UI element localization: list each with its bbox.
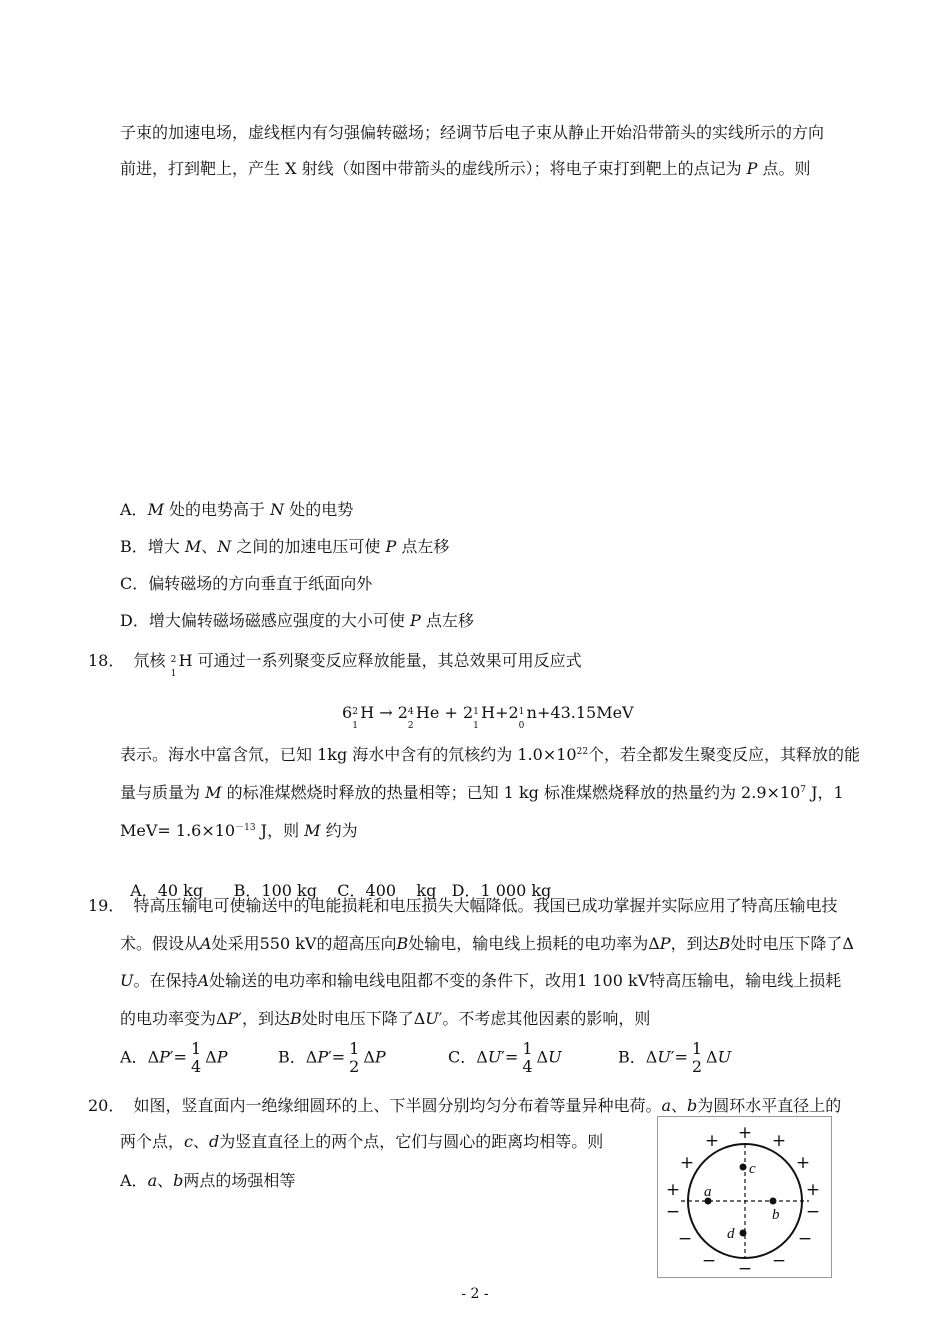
stem-text: ′，到达: [238, 1009, 290, 1028]
delta: Δ: [205, 1047, 217, 1067]
point-d: [740, 1230, 747, 1237]
option-label: B．: [618, 1047, 646, 1067]
var-P: P: [227, 1009, 239, 1028]
intro-text-1: 子束的加速电场，虚线框内有匀强偏转磁场；经调节后电子束从静止开始沿带箭头的实线所示的方向: [120, 123, 825, 142]
option-text: 点左移: [425, 611, 474, 630]
plus-sign: +: [805, 1180, 821, 1200]
q20-line-1: [88, 1095, 841, 1117]
stem-text: 处时电压下降了Δ: [730, 934, 854, 953]
var-M: M: [205, 783, 222, 802]
plus: +: [444, 703, 458, 722]
stem-text: 表示。海水中富含氘，已知 1kg 海水中含有的氘核约为 1.0×10: [120, 745, 577, 764]
plus-sign: +: [737, 1123, 753, 1143]
var-b: b: [173, 1171, 184, 1190]
q18-line-3: [120, 820, 358, 845]
stem-text: 两个点，: [120, 1132, 185, 1151]
q19-line-2: [120, 933, 854, 955]
minus-sign: −: [797, 1229, 813, 1249]
var: U: [717, 1047, 732, 1067]
nuclide-n: [518, 703, 527, 731]
var: P: [374, 1047, 386, 1067]
option-text: 点左移: [401, 537, 450, 556]
fraction: [349, 1040, 359, 1076]
delta: Δ: [363, 1047, 375, 1067]
label-a: a: [704, 1184, 712, 1200]
stem-text: 、: [671, 1096, 688, 1115]
energy: +43.15MeV: [536, 703, 634, 722]
plus-coef: +2: [495, 703, 519, 722]
atomic-number: 1: [352, 720, 358, 731]
element-symbol: H: [178, 651, 193, 670]
delta: Δ: [645, 1047, 658, 1067]
var-B: B: [396, 934, 409, 953]
option-label: A．: [120, 500, 148, 519]
stem-text: 处输送的电功率和输电线电阻都不变的条件下，改用1 100 kV特高压输电，输电线上损耗: [209, 971, 842, 990]
option-text: 、: [201, 537, 218, 556]
option-label: C．: [120, 574, 149, 593]
charged-ring-figure: [657, 1116, 832, 1278]
var: U: [657, 1047, 671, 1067]
atomic-number: 1: [170, 668, 177, 679]
question-number: 20．: [88, 1096, 125, 1115]
var: U: [487, 1047, 502, 1067]
var: U: [548, 1047, 562, 1067]
nuclide-h: [352, 703, 360, 731]
option-label: A．: [120, 1047, 148, 1067]
numerator: 1: [522, 1039, 533, 1058]
delta: Δ: [706, 1047, 718, 1067]
stem-text: 的电功率变为Δ: [120, 1009, 228, 1028]
stem-text: 个，若全都发生聚变反应，其释放的能: [588, 745, 861, 764]
var-A: A: [200, 934, 212, 953]
stem-text: 特高压输电可使输送中的电能损耗和电压损失大幅降低。我国已成功掌握并实际应用了特高压输电技: [133, 896, 838, 915]
stem-text: 处采用550 kV的超高压向: [211, 934, 397, 953]
question-number: 19．: [88, 896, 125, 915]
var-N: N: [270, 500, 285, 519]
option-label: D．: [120, 611, 149, 630]
option-label: B．: [278, 1047, 306, 1067]
q17-option-c: [120, 571, 372, 594]
denominator: 4: [190, 1057, 202, 1076]
q19-line-1: [88, 895, 837, 917]
var: P: [317, 1047, 329, 1067]
q19-option-a: [120, 1040, 227, 1076]
q18-stem: [88, 650, 582, 679]
intro-line-1: [120, 122, 824, 144]
q18-line-1: [120, 744, 860, 769]
option-label: B．: [120, 537, 148, 556]
stem-text: 约为: [325, 821, 358, 840]
var-M: M: [147, 500, 164, 519]
mass-number: 2: [352, 706, 358, 717]
stem-text: 如图，竖直面内一绝缘细圆环的上、下半圆分别均匀分布着等量异种电荷。: [133, 1096, 662, 1115]
options-text: A．40 kg B．100 kg C．400 kg D．1 000 kg: [130, 881, 552, 900]
plus-sign: +: [795, 1153, 811, 1173]
minus-sign: −: [771, 1251, 787, 1271]
mass-number: 1: [518, 706, 525, 717]
element-symbol: n: [526, 703, 537, 722]
var: P: [159, 1047, 170, 1067]
var-U: U: [425, 1009, 439, 1028]
var: P: [216, 1047, 228, 1067]
q19-option-d: [618, 1040, 731, 1076]
plus-sign: +: [771, 1131, 787, 1151]
minus-sign: −: [737, 1259, 753, 1278]
var-a: a: [661, 1096, 672, 1115]
point-b: [770, 1198, 777, 1205]
q20-line-2: [120, 1131, 603, 1153]
exponent: 7: [800, 785, 807, 795]
stem-text: 、: [192, 1132, 209, 1151]
equals: ′=: [169, 1047, 187, 1067]
q19-option-b: [278, 1040, 386, 1076]
var-M: M: [184, 537, 202, 556]
mass-number: 2: [170, 654, 177, 665]
q17-option-d: [120, 608, 474, 631]
stem-text: J，则: [260, 821, 300, 840]
minus-sign: −: [677, 1229, 693, 1249]
var-N: N: [217, 537, 232, 556]
equals: ′=: [501, 1047, 519, 1067]
var-M: M: [304, 821, 321, 840]
stem-text: 。在保持: [133, 971, 198, 990]
plus-sign: +: [679, 1153, 695, 1173]
option-label: A．: [120, 1171, 148, 1190]
option-text: 处的电势: [289, 500, 354, 519]
intro-text-2c: 点。则: [762, 159, 811, 178]
nuclide-h1: [473, 703, 481, 731]
equals: ′=: [670, 1047, 688, 1067]
var-U: U: [120, 971, 134, 990]
coef: 2: [462, 703, 474, 722]
numerator: 1: [190, 1039, 202, 1058]
var-P: P: [409, 611, 421, 630]
stem-text: ′。不考虑其他因素的影响，则: [438, 1009, 651, 1028]
var-A: A: [197, 971, 210, 990]
plus-sign: +: [665, 1180, 681, 1200]
var-B: B: [718, 934, 731, 953]
var-B: B: [289, 1009, 302, 1028]
reaction-arrow: →: [379, 703, 393, 722]
delta: Δ: [147, 1047, 160, 1067]
element-symbol: H: [360, 703, 375, 722]
var-b: b: [687, 1096, 698, 1115]
stem-text: 氘核: [133, 651, 166, 670]
denominator: 4: [522, 1057, 533, 1076]
stem-text: 术。假设从: [120, 934, 201, 953]
var-P: P: [385, 537, 397, 556]
atomic-number: 2: [407, 720, 414, 731]
var-c: c: [184, 1132, 193, 1151]
minus-sign: −: [805, 1202, 821, 1222]
nuclide-he: [407, 703, 416, 731]
atomic-number: 0: [518, 720, 525, 731]
q18-equation: [342, 702, 634, 731]
denominator: 2: [349, 1057, 360, 1076]
coef: 6: [342, 703, 353, 722]
label-c: c: [749, 1161, 756, 1177]
exponent: －13: [235, 823, 256, 833]
option-text: 增大: [147, 537, 180, 556]
stem-text: ，到达: [670, 934, 719, 953]
delta: Δ: [305, 1047, 318, 1067]
label-d: d: [727, 1226, 735, 1242]
intro-text-2a: 前进，打到靶上，产生 X 射线（如图中带箭头的虚线所示）；将电子束打到靶上的点记为: [120, 159, 742, 178]
point-c: [740, 1164, 747, 1171]
intro-line-2: [120, 158, 811, 180]
plus-sign: +: [704, 1131, 720, 1151]
minus-sign: −: [665, 1202, 681, 1222]
stem-text: 可通过一系列聚变反应释放能量，其总效果可用反应式: [197, 651, 582, 670]
q19-line-3: [120, 970, 841, 992]
option-text: 处的电势高于: [169, 500, 266, 519]
label-b: b: [772, 1207, 780, 1223]
q18-line-2: [120, 782, 844, 807]
mass-number: 1: [473, 706, 479, 717]
nuclide-deuterium: [170, 651, 179, 679]
exponent: 22: [576, 747, 589, 757]
option-label: C．: [448, 1047, 477, 1067]
option-text: 、: [157, 1171, 174, 1190]
q19-option-c: [448, 1040, 562, 1076]
var-P: P: [746, 159, 758, 178]
option-text: 之间的加速电压可使: [236, 537, 381, 556]
delta: Δ: [536, 1047, 549, 1067]
stem-text: 处输电，输电线上损耗的电功率为Δ: [408, 934, 660, 953]
option-text: 偏转磁场的方向垂直于纸面向外: [148, 574, 373, 593]
fraction: [191, 1040, 201, 1076]
page-number: - 2 -: [461, 1286, 489, 1302]
stem-text: 量与质量为: [120, 783, 201, 802]
stem-text: 为圆环水平直径上的: [697, 1096, 842, 1115]
var-d: d: [209, 1132, 220, 1151]
option-text: 增大偏转磁场磁感应强度的大小可使: [148, 611, 405, 630]
var-P: P: [659, 934, 671, 953]
equals: ′=: [328, 1047, 346, 1067]
atomic-number: 1: [473, 720, 479, 731]
question-number: 18．: [88, 651, 125, 670]
stem-text: 为竖直直径上的两个点，它们与圆心的距离均相等。则: [219, 1132, 604, 1151]
q17-option-b: [120, 534, 449, 557]
q19-line-4: [120, 1008, 650, 1030]
numerator: 1: [691, 1039, 703, 1058]
var-a: a: [147, 1171, 158, 1190]
stem-text: 的标准煤燃烧时释放的热量相等；已知 1 kg 标准煤燃烧释放的热量约为 2.9×10: [226, 783, 801, 802]
stem-text: 处时电压下降了Δ: [301, 1009, 426, 1028]
numerator: 1: [349, 1039, 360, 1058]
element-symbol: H: [481, 703, 496, 722]
coef: 2: [397, 703, 408, 722]
q17-option-a: [120, 497, 353, 520]
denominator: 2: [691, 1057, 703, 1076]
mass-number: 4: [407, 706, 414, 717]
stem-text: MeV= 1.6×10: [120, 821, 236, 840]
stem-text: J，1: [811, 783, 844, 802]
fraction: [522, 1040, 532, 1076]
fraction: [692, 1040, 702, 1076]
q20-option-a: [120, 1168, 295, 1191]
minus-sign: −: [701, 1251, 717, 1271]
element-symbol: He: [415, 703, 440, 722]
option-text: 两点的场强相等: [183, 1171, 296, 1190]
delta: Δ: [476, 1047, 488, 1067]
